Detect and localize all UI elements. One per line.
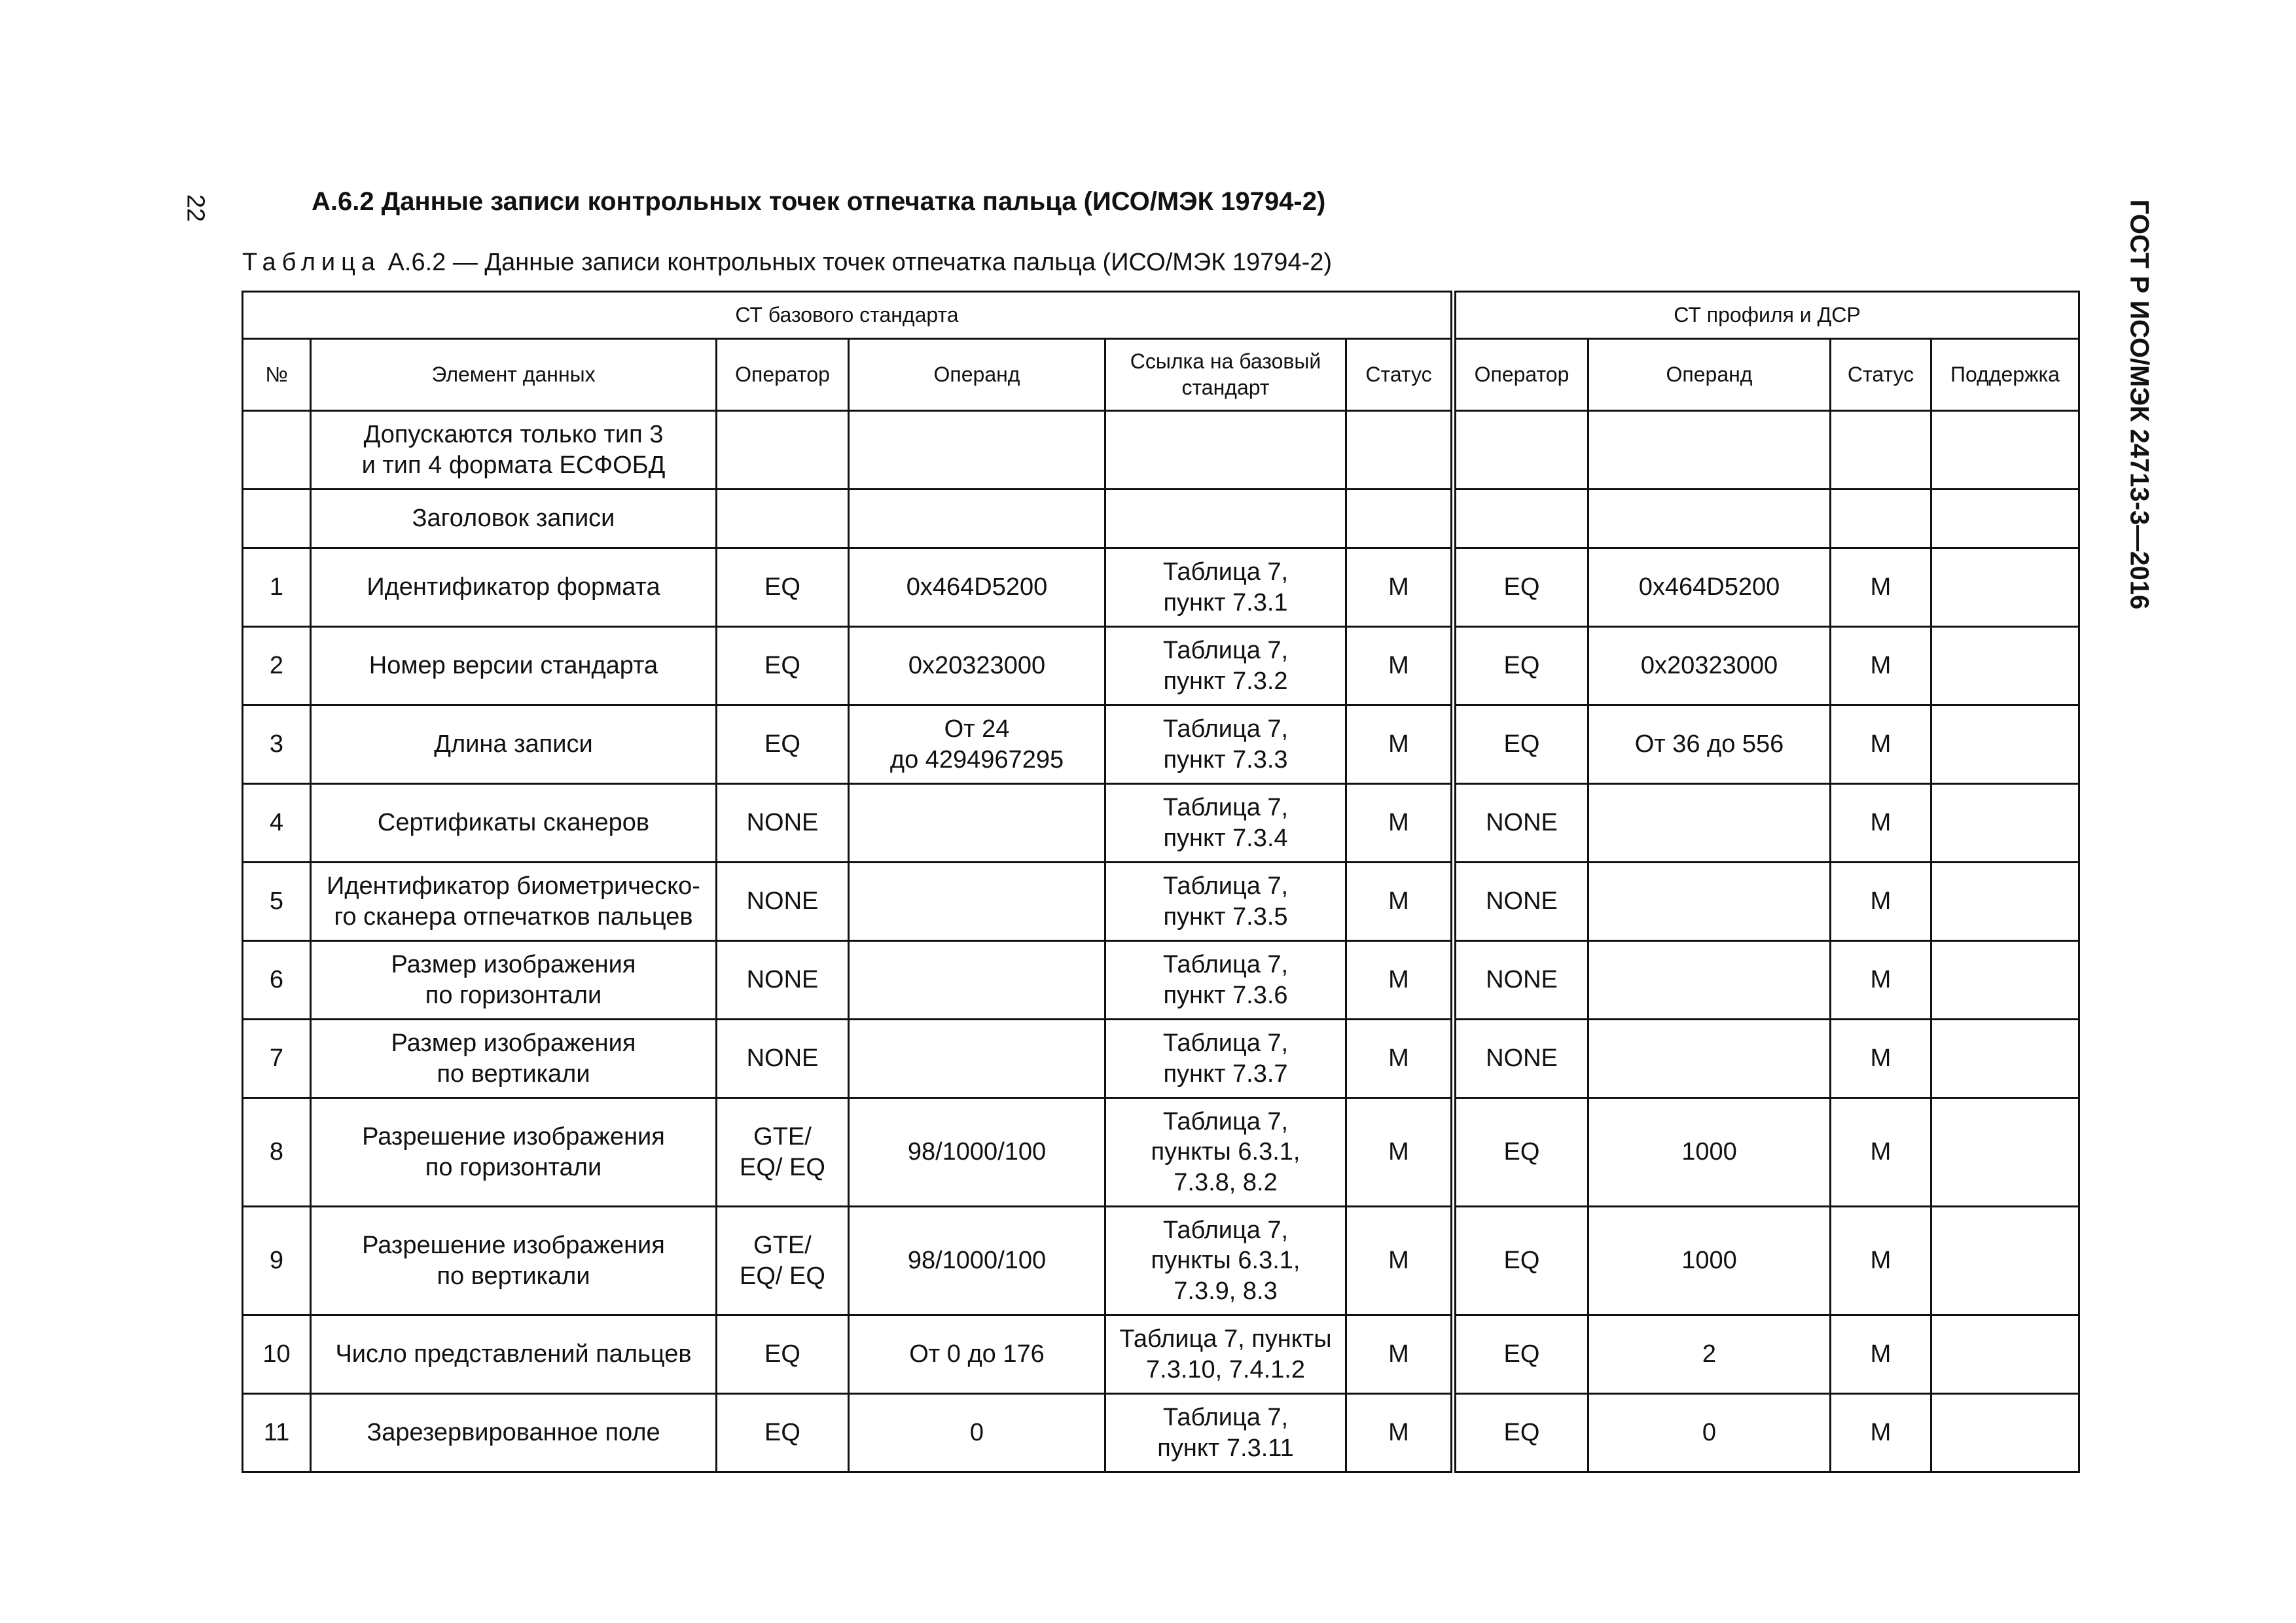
cell-profile-status bbox=[1831, 411, 1931, 490]
cell-profile-operand bbox=[1588, 490, 1831, 548]
section-label: Заголовок записи bbox=[311, 490, 717, 548]
section-row bbox=[243, 411, 2079, 490]
table-row bbox=[243, 548, 2079, 627]
col-header-status: Статус bbox=[1346, 339, 1454, 411]
cell-profile-operand: 1000 bbox=[1588, 1207, 1831, 1315]
cell-number: 2 bbox=[243, 627, 311, 705]
cell-reference: Таблица 7, пункты 7.3.10, 7.4.1.2 bbox=[1105, 1315, 1346, 1394]
cell-operator: EQ bbox=[717, 1394, 849, 1472]
cell-profile-operator bbox=[1454, 411, 1588, 490]
cell-operand bbox=[849, 863, 1105, 941]
section-label: Допускаются только тип 3 и тип 4 формата ЕСФОБД bbox=[311, 411, 717, 490]
col-header-profile-operator: Оператор bbox=[1454, 339, 1588, 411]
cell-reference: Таблица 7, пункт 7.3.6 bbox=[1105, 941, 1346, 1020]
cell-support bbox=[1931, 1394, 2079, 1472]
cell-element: Разрешение изображения по вертикали bbox=[311, 1207, 717, 1315]
cell-profile-status: M bbox=[1831, 941, 1931, 1020]
cell-profile-operator: EQ bbox=[1454, 627, 1588, 705]
cell-profile-status: M bbox=[1831, 548, 1931, 627]
cell-profile-operand bbox=[1588, 941, 1831, 1020]
cell-operator: EQ bbox=[717, 1315, 849, 1394]
group-header-profile: СТ профиля и ДСР bbox=[1454, 292, 2079, 339]
cell-profile-operator: NONE bbox=[1454, 941, 1588, 1020]
cell-number: 7 bbox=[243, 1020, 311, 1098]
cell-profile-operand: 1000 bbox=[1588, 1098, 1831, 1207]
cell-status: M bbox=[1346, 1020, 1454, 1098]
col-header-support: Поддержка bbox=[1931, 339, 2079, 411]
cell-operand bbox=[849, 1020, 1105, 1098]
running-head: ГОСТ Р ИСО/МЭК 24713-3—2016 bbox=[2125, 199, 2154, 610]
table-row bbox=[243, 1098, 2079, 1207]
cell-operand bbox=[849, 941, 1105, 1020]
cell-profile-operator bbox=[1454, 490, 1588, 548]
table-row bbox=[243, 1020, 2079, 1098]
cell-support bbox=[1931, 1020, 2079, 1098]
cell-operand bbox=[849, 411, 1105, 490]
cell-support bbox=[1931, 1207, 2079, 1315]
cell-profile-operand: 0x464D5200 bbox=[1588, 548, 1831, 627]
cell-support bbox=[1931, 490, 2079, 548]
table-row bbox=[243, 1207, 2079, 1315]
cell-status: M bbox=[1346, 1207, 1454, 1315]
col-header-reference: Ссылка на базовый стандарт bbox=[1105, 339, 1346, 411]
cell-element: Зарезервированное поле bbox=[311, 1394, 717, 1472]
cell-profile-status: M bbox=[1831, 863, 1931, 941]
col-header-profile-status: Статус bbox=[1831, 339, 1931, 411]
cell-number: 9 bbox=[243, 1207, 311, 1315]
cell-operator: NONE bbox=[717, 863, 849, 941]
cell-profile-status: M bbox=[1831, 627, 1931, 705]
cell-status: M bbox=[1346, 627, 1454, 705]
table-row bbox=[243, 784, 2079, 863]
col-header-operand: Операнд bbox=[849, 339, 1105, 411]
col-header-operator: Оператор bbox=[717, 339, 849, 411]
cell-profile-status: M bbox=[1831, 1207, 1931, 1315]
cell-element: Длина записи bbox=[311, 705, 717, 784]
cell-status bbox=[1346, 411, 1454, 490]
cell-status: M bbox=[1346, 1098, 1454, 1207]
cell-profile-operand bbox=[1588, 784, 1831, 863]
table-row bbox=[243, 1315, 2079, 1394]
cell-operand: От 24 до 4294967295 bbox=[849, 705, 1105, 784]
cell-number: 1 bbox=[243, 548, 311, 627]
cell-number: 3 bbox=[243, 705, 311, 784]
table-caption-label: Таблица bbox=[242, 249, 381, 276]
cell-profile-operator: EQ bbox=[1454, 1315, 1588, 1394]
cell-profile-status: M bbox=[1831, 1394, 1931, 1472]
section-row bbox=[243, 490, 2079, 548]
col-header-number: № bbox=[243, 339, 311, 411]
cell-support bbox=[1931, 1315, 2079, 1394]
cell-status: M bbox=[1346, 863, 1454, 941]
cell-profile-operand bbox=[1588, 1020, 1831, 1098]
cell-operator: GTE/ EQ/ EQ bbox=[717, 1207, 849, 1315]
cell-support bbox=[1931, 627, 2079, 705]
cell-profile-operator: NONE bbox=[1454, 784, 1588, 863]
cell-reference: Таблица 7, пункт 7.3.2 bbox=[1105, 627, 1346, 705]
cell-operand bbox=[849, 490, 1105, 548]
cell-operand: 0x464D5200 bbox=[849, 548, 1105, 627]
cell-number: 10 bbox=[243, 1315, 311, 1394]
col-header-element: Элемент данных bbox=[311, 339, 717, 411]
cell-status: M bbox=[1346, 941, 1454, 1020]
cell-status: M bbox=[1346, 784, 1454, 863]
cell-operator: EQ bbox=[717, 548, 849, 627]
cell-reference: Таблица 7, пункт 7.3.3 bbox=[1105, 705, 1346, 784]
cell-profile-operator: NONE bbox=[1454, 863, 1588, 941]
cell-support bbox=[1931, 705, 2079, 784]
cell-profile-status: M bbox=[1831, 705, 1931, 784]
cell-status: M bbox=[1346, 548, 1454, 627]
table-caption-text: А.6.2 — Данные записи контрольных точек отпечатка пальца (ИСО/МЭК 19794-2) bbox=[381, 249, 1333, 276]
cell-operand: От 0 до 176 bbox=[849, 1315, 1105, 1394]
cell-reference: Таблица 7, пункт 7.3.1 bbox=[1105, 548, 1346, 627]
cell-operand: 98/1000/100 bbox=[849, 1207, 1105, 1315]
cell-reference: Таблица 7, пункт 7.3.11 bbox=[1105, 1394, 1346, 1472]
page-number: 22 bbox=[181, 194, 209, 223]
cell-reference bbox=[1105, 411, 1346, 490]
column-header-row bbox=[243, 339, 2079, 411]
cell-element: Идентификатор формата bbox=[311, 548, 717, 627]
col-header-profile-operand: Операнд bbox=[1588, 339, 1831, 411]
cell-element: Сертификаты сканеров bbox=[311, 784, 717, 863]
cell-support bbox=[1931, 941, 2079, 1020]
cell-profile-operand: 0x20323000 bbox=[1588, 627, 1831, 705]
cell-reference: Таблица 7, пункты 6.3.1, 7.3.9, 8.3 bbox=[1105, 1207, 1346, 1315]
cell-profile-operator: EQ bbox=[1454, 705, 1588, 784]
cell-element: Разрешение изображения по горизонтали bbox=[311, 1098, 717, 1207]
cell-profile-status: M bbox=[1831, 784, 1931, 863]
cell-support bbox=[1931, 863, 2079, 941]
cell-profile-operator: EQ bbox=[1454, 548, 1588, 627]
table-row bbox=[243, 705, 2079, 784]
cell-operator bbox=[717, 411, 849, 490]
table-row bbox=[243, 941, 2079, 1020]
cell-number bbox=[243, 490, 311, 548]
cell-operator: NONE bbox=[717, 1020, 849, 1098]
group-header-row bbox=[243, 292, 2079, 339]
requirements-table bbox=[242, 291, 2080, 1473]
cell-reference bbox=[1105, 490, 1346, 548]
cell-profile-status bbox=[1831, 490, 1931, 548]
cell-profile-operand: От 36 до 556 bbox=[1588, 705, 1831, 784]
cell-profile-operator: NONE bbox=[1454, 1020, 1588, 1098]
cell-operand bbox=[849, 784, 1105, 863]
table-row bbox=[243, 863, 2079, 941]
cell-support bbox=[1931, 1098, 2079, 1207]
cell-status: M bbox=[1346, 705, 1454, 784]
cell-profile-operator: EQ bbox=[1454, 1207, 1588, 1315]
cell-profile-status: M bbox=[1831, 1315, 1931, 1394]
cell-profile-operand: 2 bbox=[1588, 1315, 1831, 1394]
cell-operator: GTE/ EQ/ EQ bbox=[717, 1098, 849, 1207]
cell-support bbox=[1931, 784, 2079, 863]
cell-number: 4 bbox=[243, 784, 311, 863]
cell-operator: NONE bbox=[717, 784, 849, 863]
cell-reference: Таблица 7, пункт 7.3.5 bbox=[1105, 863, 1346, 941]
cell-profile-operator: EQ bbox=[1454, 1098, 1588, 1207]
table-body bbox=[243, 411, 2079, 1472]
cell-profile-operand: 0 bbox=[1588, 1394, 1831, 1472]
cell-element: Размер изображения по вертикали bbox=[311, 1020, 717, 1098]
cell-profile-status: M bbox=[1831, 1020, 1931, 1098]
table-caption bbox=[242, 249, 1332, 277]
cell-operand: 0 bbox=[849, 1394, 1105, 1472]
cell-profile-operand bbox=[1588, 863, 1831, 941]
cell-status: M bbox=[1346, 1315, 1454, 1394]
cell-operand: 0x20323000 bbox=[849, 627, 1105, 705]
cell-operator bbox=[717, 490, 849, 548]
cell-operand: 98/1000/100 bbox=[849, 1098, 1105, 1207]
cell-profile-status: M bbox=[1831, 1098, 1931, 1207]
cell-reference: Таблица 7, пункт 7.3.7 bbox=[1105, 1020, 1346, 1098]
cell-support bbox=[1931, 548, 2079, 627]
cell-profile-operator: EQ bbox=[1454, 1394, 1588, 1472]
section-heading: А.6.2 Данные записи контрольных точек отпечатка пальца (ИСО/МЭК 19794-2) bbox=[312, 187, 1326, 216]
table-row bbox=[243, 627, 2079, 705]
cell-number: 5 bbox=[243, 863, 311, 941]
cell-operator: EQ bbox=[717, 705, 849, 784]
cell-status: M bbox=[1346, 1394, 1454, 1472]
cell-reference: Таблица 7, пункты 6.3.1, 7.3.8, 8.2 bbox=[1105, 1098, 1346, 1207]
cell-number: 8 bbox=[243, 1098, 311, 1207]
cell-status bbox=[1346, 490, 1454, 548]
cell-element: Номер версии стандарта bbox=[311, 627, 717, 705]
cell-number: 6 bbox=[243, 941, 311, 1020]
table-row bbox=[243, 1394, 2079, 1472]
cell-reference: Таблица 7, пункт 7.3.4 bbox=[1105, 784, 1346, 863]
cell-operator: EQ bbox=[717, 627, 849, 705]
cell-support bbox=[1931, 411, 2079, 490]
cell-element: Идентификатор биометрическо- го сканера отпечатков пальцев bbox=[311, 863, 717, 941]
cell-number bbox=[243, 411, 311, 490]
cell-number: 11 bbox=[243, 1394, 311, 1472]
cell-profile-operand bbox=[1588, 411, 1831, 490]
cell-operator: NONE bbox=[717, 941, 849, 1020]
cell-element: Размер изображения по горизонтали bbox=[311, 941, 717, 1020]
group-header-base: СТ базового стандарта bbox=[243, 292, 1454, 339]
cell-element: Число представлений пальцев bbox=[311, 1315, 717, 1394]
